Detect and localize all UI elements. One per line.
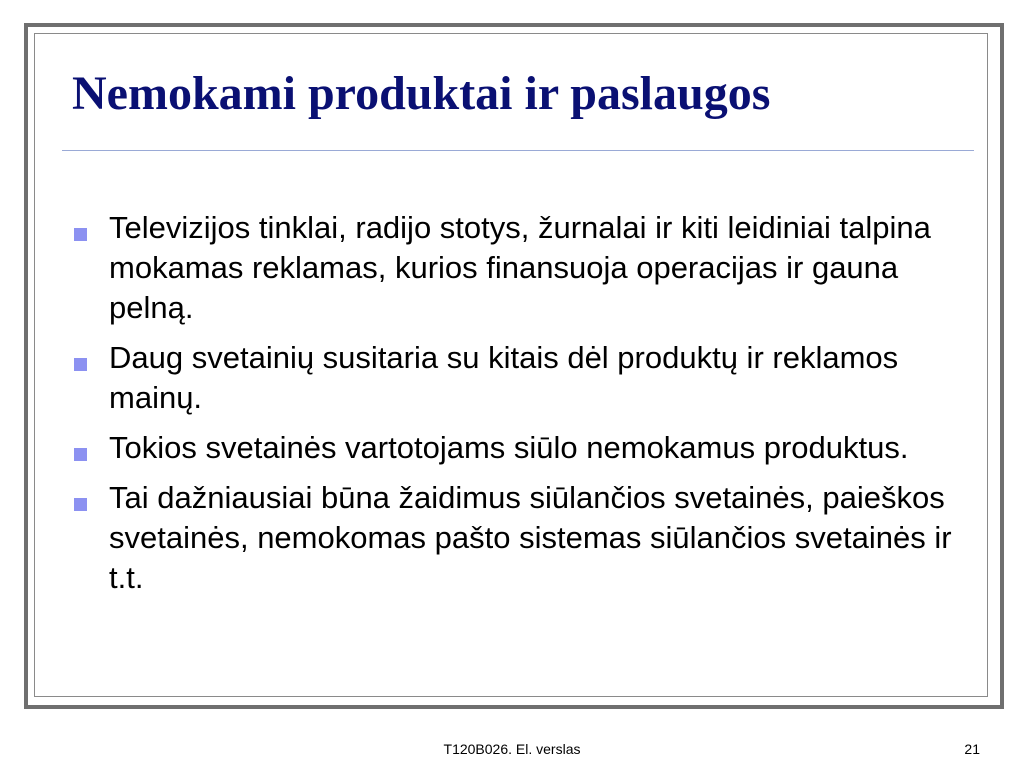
title-divider (62, 150, 974, 151)
bullet-text: Tai dažniausiai būna žaidimus siūlančios svetainės, paieškos svetainės, nemokomas pašto sistemas siūlančios svetainės ir t.t. (109, 480, 952, 595)
bullet-item (72, 208, 972, 328)
square-bullet-icon (74, 448, 87, 461)
bullet-text: Televizijos tinklai, radijo stotys, žurnalai ir kiti leidiniai talpina mokamas reklamas, kurios finansuoja operacijas ir gauna pelną. (109, 210, 931, 325)
square-bullet-icon (74, 498, 87, 511)
slide-title: Nemokami produktai ir paslaugos (72, 67, 771, 120)
bullet-text: Daug svetainių susitaria su kitais dėl produktų ir reklamos mainų. (109, 340, 899, 415)
bullet-text: Tokios svetainės vartotojams siūlo nemokamus produktus. (109, 430, 909, 465)
footer-page-number: 21 (964, 741, 980, 757)
footer-course-label: T120B026. El. verslas (443, 741, 581, 757)
bullet-item (72, 338, 972, 418)
bullet-list (72, 208, 972, 608)
square-bullet-icon (74, 228, 87, 241)
bullet-item (72, 478, 972, 598)
square-bullet-icon (74, 358, 87, 371)
bullet-item (72, 428, 972, 468)
